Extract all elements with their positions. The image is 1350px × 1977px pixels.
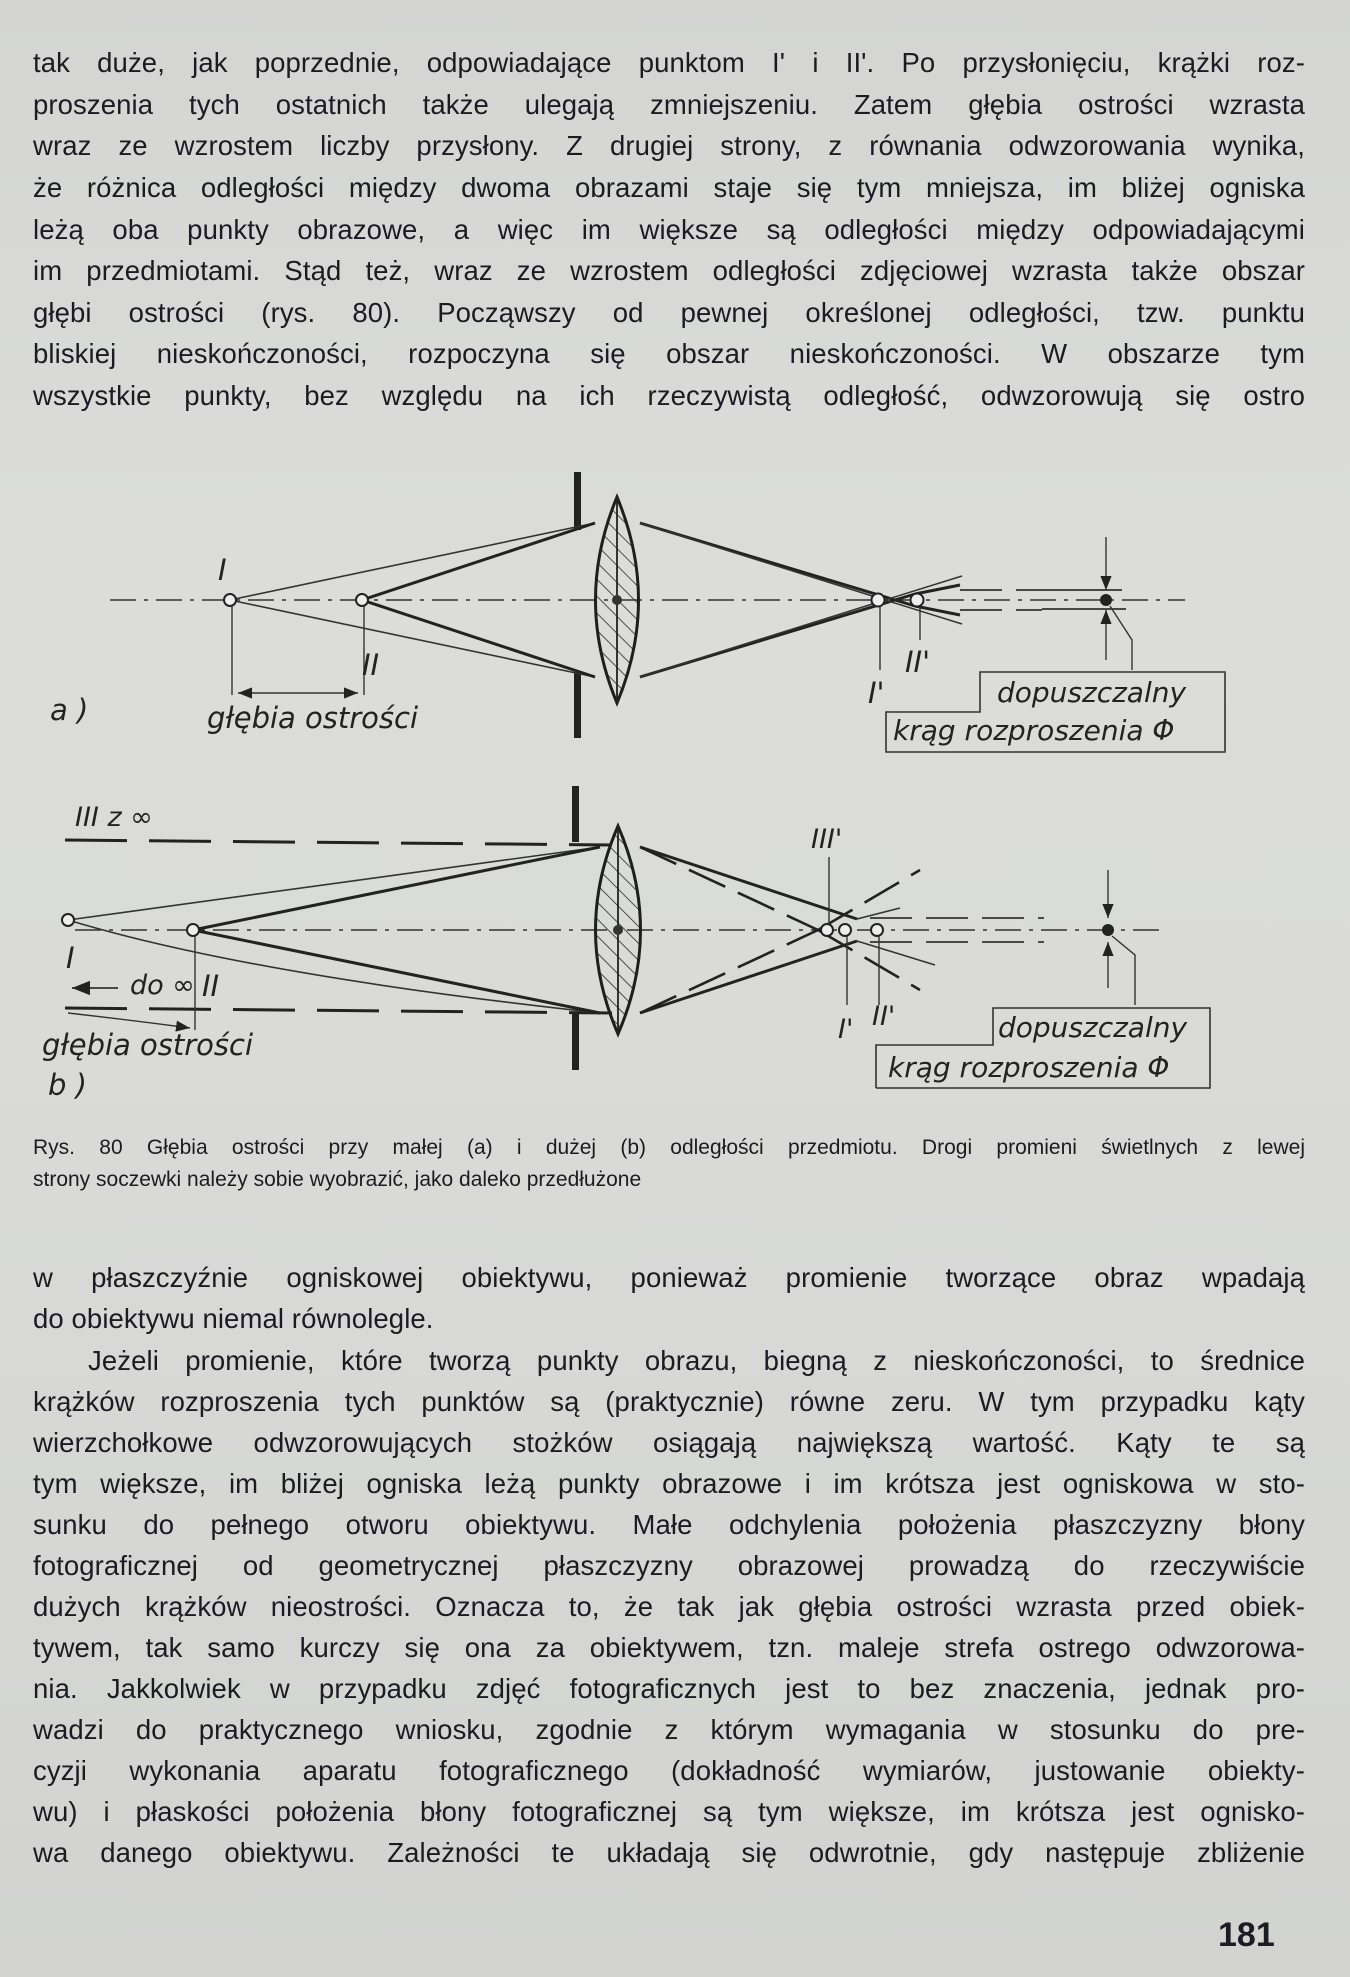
text-line: cyzji wykonania aparatu fotograficznego (dokładność wymiarów, justowanie obiekty- — [33, 1755, 1305, 1786]
text-line: fotograficznej od geometrycznej płaszczyzny obrazowej prowadzą do rzeczywiście — [33, 1550, 1305, 1581]
point-I-label: I — [218, 553, 227, 587]
panel-a-label: a ) — [50, 693, 89, 727]
diagram-b — [42, 786, 1210, 1102]
to-infinity-label: do ∞ — [130, 970, 195, 1001]
text-line: krążków rozproszenia tych punktów są (praktycznie) równe zeru. W tym przypadku kąty — [33, 1386, 1305, 1417]
text-line: sunku do pełnego otworu obiektywu. Małe odchylenia położenia płaszczyzny błony — [33, 1509, 1305, 1540]
text-line: bliskiej nieskończoności, rozpoczyna się obszar nieskończoności. W obszarze tym — [33, 338, 1305, 369]
text-line: w płaszczyźnie ogniskowej obiektywu, ponieważ promienie tworzące obraz wpadają — [33, 1262, 1305, 1293]
image-I-marker — [839, 924, 851, 936]
point-I-marker — [224, 594, 236, 606]
diagram-a — [50, 472, 1225, 752]
text-line: Jeżeli promienie, które tworzą punkty obrazu, biegną z nieskończoności, to średnice — [88, 1345, 1305, 1376]
text-line: nia. Jakkolwiek w przypadku zdjęć fotograficznych jest to bez znaczenia, jednak pro- — [33, 1673, 1305, 1704]
circle-of-confusion-dot — [1102, 924, 1114, 936]
image-I-label: I' — [838, 1014, 854, 1045]
caption-line: Rys. 80 Głębia ostrości przy małej (a) i dużej (b) odległości przedmiotu. Drogi promieni świetlnych z lewej — [33, 1136, 1305, 1159]
aperture-top — [574, 472, 581, 530]
page-number: 181 — [1218, 1916, 1275, 1954]
image-I-label: I' — [868, 676, 885, 710]
text-line: wu) i płaskości położenia błony fotograficznej są tym większe, im krótsza jest ognisko- — [33, 1796, 1305, 1827]
box-a-line2: krąg rozproszenia Φ — [893, 714, 1175, 747]
aperture-top — [572, 786, 579, 842]
text-line: że różnica odległości między dwoma obrazami staje się tym mniejsza, im bliżej ogniska — [33, 172, 1305, 203]
image-III-label: III' — [811, 824, 843, 855]
text-line: wraz ze wzrostem liczby przysłony. Z drugiej strony, z równania odwzorowania wynika, — [33, 130, 1305, 161]
circle-of-confusion-dot — [1100, 594, 1112, 606]
text-line: wa danego obiektywu. Zależności te układają się odwrotnie, gdy następuje zbliżenie — [33, 1837, 1305, 1868]
image-II-label: II' — [905, 645, 931, 679]
text-line: dużych krążków nieostrości. Oznacza to, że tak jak głębia ostrości wzrasta przed obiek- — [33, 1591, 1305, 1622]
text-line: głębi ostrości (rys. 80). Począwszy od pewnej określonej odległości, tzw. punktu — [33, 297, 1305, 328]
image-II-marker — [911, 594, 924, 607]
image-II-label: II' — [872, 1001, 896, 1032]
box-b-line1: dopuszczalny — [998, 1011, 1188, 1044]
text-line: tak duże, jak poprzednie, odpowiadające punktom I' i II'. Po przysłonięciu, krążki roz- — [33, 47, 1305, 78]
caption-line: strony soczewki należy sobie wyobrazić, jako daleko przedłużone — [33, 1168, 642, 1191]
image-I-marker — [872, 594, 885, 607]
aperture-bottom — [574, 672, 581, 738]
point-II-marker — [356, 594, 368, 606]
text-line: tywem, tak samo kurczy się ona za obiektywem, tzn. maleje strefa ostrego odwzorowa- — [33, 1632, 1305, 1663]
point-II-label: II — [362, 648, 380, 682]
point-II-label: II — [202, 969, 220, 1003]
panel-b-label: b ) — [48, 1068, 87, 1102]
point-I-label: I — [66, 941, 75, 975]
point-I-marker — [62, 914, 74, 926]
depth-of-field-label-a: głębia ostrości — [207, 701, 419, 735]
text-line: im przedmiotami. Stąd też, wraz ze wzrostem odległości zdjęciowej wzrasta także obszar — [33, 255, 1305, 286]
infinity-label: III z ∞ — [75, 802, 153, 833]
text-line: proszenia tych ostatnich także ulegają zmniejszeniu. Zatem głębia ostrości wzrasta — [33, 89, 1305, 120]
text-line: tym większe, im bliżej ogniska leżą punkty obrazowe i im krótsza jest ogniskowa w sto- — [33, 1468, 1305, 1499]
text-line: do obiektywu niemal równolegle. — [33, 1303, 434, 1334]
depth-of-field-label-b: głębia ostrości — [42, 1028, 254, 1062]
text-line: wadzi do praktycznego wniosku, zgodnie z którym wymagania w stosunku do pre- — [33, 1714, 1305, 1745]
image-II-marker — [871, 924, 883, 936]
point-II-marker — [187, 924, 199, 936]
box-b-line2: krąg rozproszenia Φ — [888, 1051, 1170, 1084]
text-line: wszystkie punkty, bez względu na ich rzeczywistą odległość, odwzorowują się ostro — [33, 380, 1305, 411]
text-line: wierzchołkowe odwzorowujących stożków osiągają największą wartość. Kąty te są — [33, 1427, 1305, 1458]
box-a-line1: dopuszczalny — [997, 676, 1187, 709]
image-III-marker — [821, 924, 833, 936]
text-line: leżą oba punkty obrazowe, a więc im większe są odległości między odpowiadającymi — [33, 214, 1305, 245]
aperture-bottom — [572, 1012, 579, 1070]
